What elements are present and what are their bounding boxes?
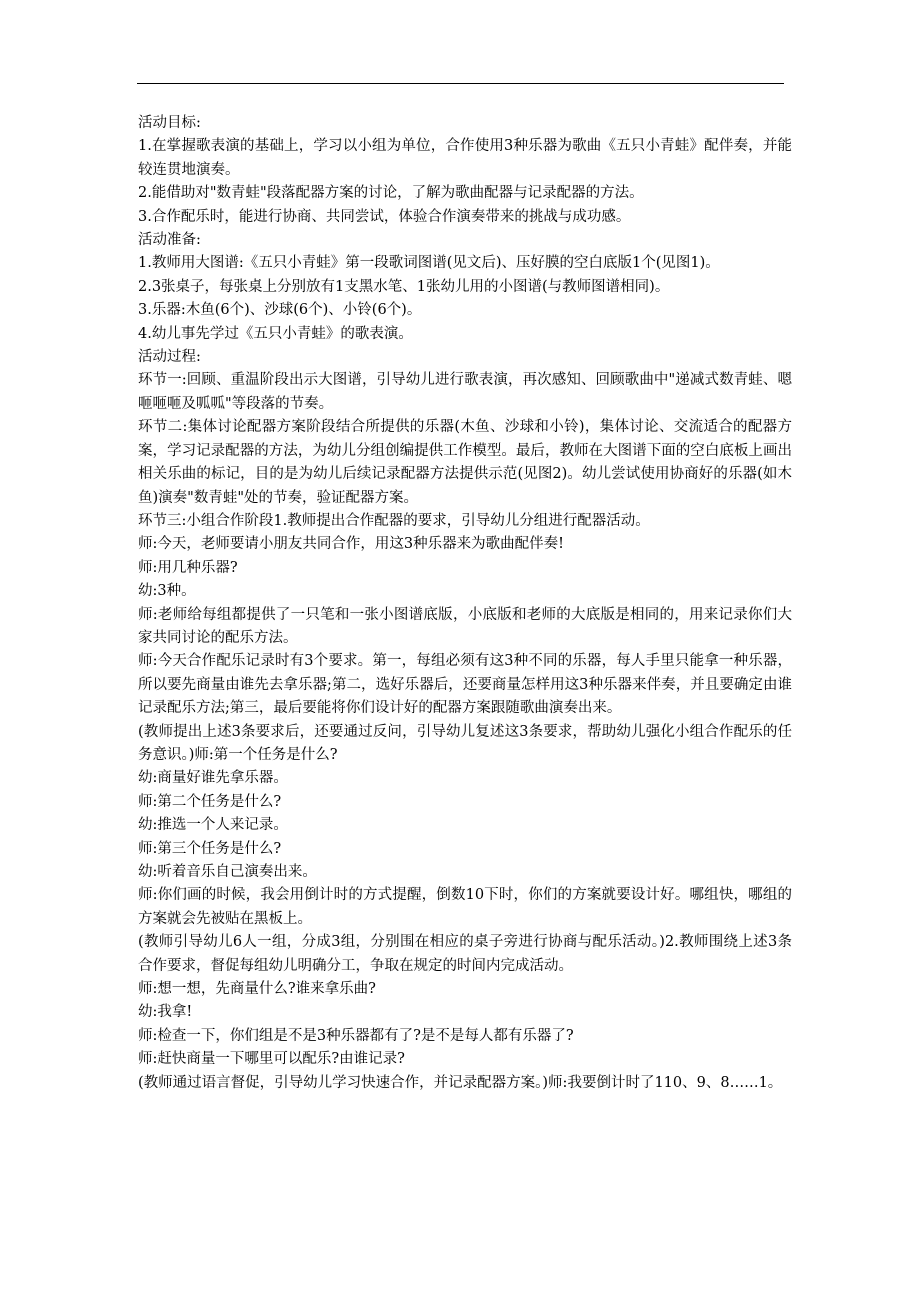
- dialogue-line: 师:老师给每组都提供了一只笔和一张小图谱底版，小底版和老师的大底版是相同的，用来记录你们大家共同讨论的配乐方法。: [138, 606, 792, 646]
- paragraph: 3.合作配乐时，能进行协商、共同尝试，体验合作演奏带来的挑战与成功感。: [138, 208, 631, 225]
- paragraph: 环节三:小组合作阶段1.教师提出合作配器的要求，引导幼儿分组进行配器活动。: [138, 512, 650, 529]
- dialogue-line: 师:赶快商量一下哪里可以配乐?由谁记录?: [138, 1051, 405, 1068]
- dialogue-line: 师:今天合作配乐记录时有3个要求。第一，每组必须有这3种不同的乐器，每人手里只能拿一种乐器，所以要先商量由谁先去拿乐器;第二，选好乐器后，还要商量怎样用这3种乐器来伴奏，并且要确定由谁记录配乐方法;第三，最后要能将你们设计好的配器方案跟随歌曲演奏出来。: [138, 653, 792, 717]
- dialogue-line: 幼:3种。: [138, 583, 196, 600]
- paragraph: 环节二:集体讨论配器方案阶段结合所提供的乐器(木鱼、沙球和小铃)，集体讨论、交流适合的配器方案，学习记录配器的方法，为幼儿分组创编提供工作模型。最后，教师在大图谱下面的空白底板上画出相关乐曲的标记，目的是为幼儿后续记录配器方法提供示范(见图2)。幼儿尝试使用协商好的乐器(如木鱼)演奏"数青蛙"处的节奏，验证配器方案。: [138, 419, 792, 506]
- dialogue-line: 师:你们画的时候，我会用倒计时的方式提醒，倒数10下时，你们的方案就要设计好。哪组快，哪组的方案就会先被贴在黑板上。: [138, 887, 792, 927]
- paragraph: 1.教师用大图谱:《五只小青蛙》第一段歌词图谱(见文后)、压好膜的空白底版1个(见图1)。: [138, 255, 720, 272]
- section-heading-process: 活动过程:: [138, 349, 201, 366]
- dialogue-line: 幼:我拿!: [138, 1004, 193, 1021]
- paragraph: 2.3张桌子，每张桌上分别放有1支黑水笔、1张幼儿用的小图谱(与教师图谱相同)。: [138, 278, 670, 295]
- paragraph: (教师引导幼儿6人一组，分成3组，分别围在相应的桌子旁进行协商与配乐活动。)2.教师围绕上述3条合作要求，督促每组幼儿明确分工，争取在规定的时间内完成活动。: [138, 934, 792, 974]
- section-heading-preparation: 活动准备:: [138, 232, 201, 249]
- dialogue-line: 师:第二个任务是什么?: [138, 793, 282, 810]
- dialogue-line: 幼:推选一个人来记录。: [138, 817, 288, 834]
- dialogue-line: 幼:听着音乐自己演奏出来。: [138, 864, 317, 880]
- dialogue-line: 师:今天，老师要请小朋友共同合作，用这3种乐器来为歌曲配伴奏!: [138, 536, 564, 553]
- section-heading-goals: 活动目标:: [138, 115, 201, 131]
- dialogue-line: 师:第三个任务是什么?: [138, 840, 282, 857]
- paragraph: 环节一:回顾、重温阶段出示大图谱，引导幼儿进行歌表演，再次感知、回顾歌曲中"递减式数青蛙、嗯咂咂咂及呱呱"等段落的节奏。: [138, 372, 792, 412]
- dialogue-line: 幼:商量好谁先拿乐器。: [138, 770, 288, 787]
- dialogue-line: 师:用几种乐器?: [138, 559, 238, 576]
- paragraph: 3.乐器:木鱼(6个)、沙球(6个)、小铃(6个)。: [138, 302, 422, 319]
- header-rule: [137, 83, 784, 84]
- paragraph: 4.幼儿事先学过《五只小青蛙》的歌表演。: [138, 325, 413, 342]
- paragraph: (教师通过语言督促，引导幼儿学习快速合作，并记录配器方案。)师:我要倒计时了110、9、8……1。: [138, 1074, 783, 1091]
- dialogue-line: 师:检查一下，你们组是不是3种乐器都有了?是不是每人都有乐器了?: [138, 1027, 574, 1044]
- dialogue-line: 师:想一想，先商量什么?谁来拿乐曲?: [138, 981, 376, 998]
- paragraph: 1.在掌握歌表演的基础上，学习以小组为单位，合作使用3种乐器为歌曲《五只小青蛙》配伴奏，并能较连贯地演奏。: [138, 138, 792, 178]
- paragraph: 2.能借助对"数青蛙"段落配器方案的讨论，了解为歌曲配器与记录配器的方法。: [138, 185, 644, 202]
- document-body: [138, 112, 792, 1095]
- paragraph: (教师提出上述3条要求后，还要通过反问，引导幼儿复述这3条要求，帮助幼儿强化小组合作配乐的任务意识。)师:第一个任务是什么?: [138, 723, 792, 763]
